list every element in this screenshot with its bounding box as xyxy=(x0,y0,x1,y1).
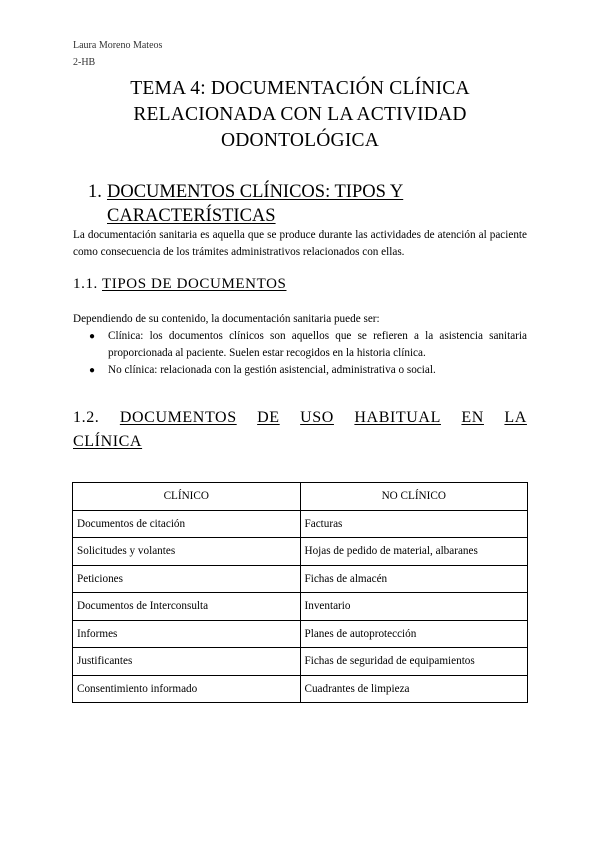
section-1-2-title-word: EN xyxy=(461,409,484,426)
table-cell: Documentos de citación xyxy=(73,510,301,538)
table-row xyxy=(73,593,528,621)
page-title-line-1: TEMA 4: DOCUMENTACIÓN CLÍNICA xyxy=(130,78,470,99)
column-header-non-clinical: NO CLÍNICO xyxy=(300,483,528,511)
table-cell: Peticiones xyxy=(73,565,301,593)
table-cell: Solicitudes y volantes xyxy=(73,538,301,566)
table-cell: Justificantes xyxy=(73,648,301,676)
page-title xyxy=(60,76,540,154)
table-row xyxy=(73,538,528,566)
document-types-list xyxy=(73,328,527,379)
author-name: Laura Moreno Mateos xyxy=(73,40,163,51)
table-cell: Informes xyxy=(73,620,301,648)
table-cell: Cuadrantes de limpieza xyxy=(300,675,528,703)
table-cell: Documentos de Interconsulta xyxy=(73,593,301,621)
section-1-title-line-2: CARACTERÍSTICAS xyxy=(107,206,276,226)
table-cell: Hojas de pedido de material, albaranes xyxy=(300,538,528,566)
table-cell: Inventario xyxy=(300,593,528,621)
section-1-2-title-word: HABITUAL xyxy=(354,409,441,426)
bullet-icon: ● xyxy=(89,331,96,342)
section-1-heading xyxy=(88,180,528,228)
table-row xyxy=(73,620,528,648)
column-header-clinical: CLÍNICO xyxy=(73,483,301,511)
section-1-1-heading xyxy=(73,276,286,293)
list-item xyxy=(73,362,527,379)
table-cell: Planes de autoprotección xyxy=(300,620,528,648)
table-row xyxy=(73,510,528,538)
bullet-icon: ● xyxy=(89,365,96,376)
section-1-2-title-word: USO xyxy=(300,409,334,426)
section-1-1-title: TIPOS DE DOCUMENTOS xyxy=(102,276,287,292)
section-1-intro: La documentación sanitaria es aquella que se produce durante las actividades de atención al paciente como consecuencia de los trámites administrativos relacionados con ellas. xyxy=(73,229,527,258)
list-item xyxy=(73,328,527,362)
section-1-2-number: 1.2. xyxy=(73,409,100,426)
section-1-2-title-word: DOCUMENTOS xyxy=(119,409,237,426)
list-item-text: Clínica: los documentos clínicos son aquellos que se refieren a la asistencia sanitaria proporcionada al paciente. Suelen estar recogidos en la historia clínica. xyxy=(108,330,527,359)
table-row xyxy=(73,565,528,593)
section-1-number: 1. xyxy=(88,182,102,202)
section-1-2-title-line-2: CLÍNICA xyxy=(73,433,143,450)
section-1-1-number: 1.1. xyxy=(73,276,98,292)
table-header-row xyxy=(73,483,528,511)
table-cell: Fichas de almacén xyxy=(300,565,528,593)
section-1-2-title-word: LA xyxy=(504,409,527,426)
section-1-2-heading xyxy=(73,406,527,454)
page-title-line-3: ODONTOLÓGICA xyxy=(220,130,380,151)
list-item-text: No clínica: relacionada con la gestión asistencial, administrativa o social. xyxy=(108,364,436,376)
section-1-1-intro: Dependiendo de su contenido, la documentación sanitaria puede ser: xyxy=(73,313,380,325)
table-cell: Consentimiento informado xyxy=(73,675,301,703)
table-row xyxy=(73,675,528,703)
group-label: 2-HB xyxy=(73,57,96,68)
section-1-2-title-word: DE xyxy=(257,409,280,426)
table-row xyxy=(73,648,528,676)
page-title-line-2: RELACIONADA CON LA ACTIVIDAD xyxy=(133,104,467,125)
section-1-title-line-1: DOCUMENTOS CLÍNICOS: TIPOS Y xyxy=(107,182,404,202)
table-cell: Fichas de seguridad de equipamientos xyxy=(300,648,528,676)
documents-table xyxy=(72,482,528,703)
table-cell: Facturas xyxy=(300,510,528,538)
